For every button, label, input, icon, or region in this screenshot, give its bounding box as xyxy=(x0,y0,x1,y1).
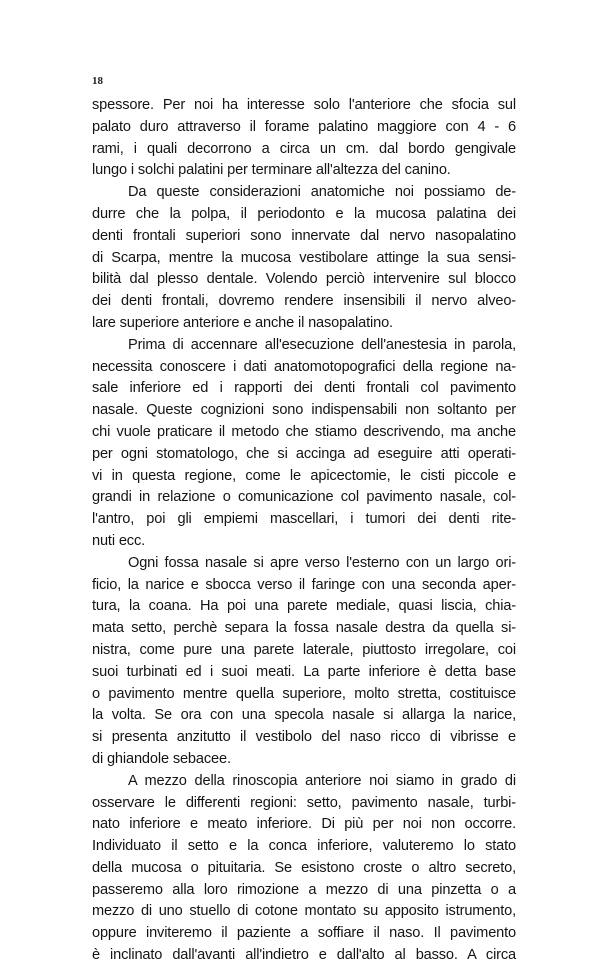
text-line: ficio, la narice e sbocca verso il faringe con una seconda aper- xyxy=(92,576,516,593)
text-line: suoi turbinati ed i suoi meati. La parte inferiore è detta base xyxy=(92,663,516,680)
text-line: mezzo di uno stuello di cotone montato su apposito istrumento, xyxy=(92,903,516,920)
text-line: di Scarpa, mentre la mucosa vestibolare attinge la sua sensi- xyxy=(92,249,516,266)
text-line: la volta. Se ora con una specola nasale si allarga la narice, xyxy=(92,707,516,724)
text-line: Da queste considerazioni anatomiche noi possiamo de- xyxy=(128,184,516,201)
text-line: oppure inviteremo il paziente a soffiare il naso. Il pavimento xyxy=(92,925,516,942)
text-line: durre che la polpa, il periodonto e la mucosa palatina dei xyxy=(92,205,516,222)
text-line: nato inferiore e meato inferiore. Di più per noi non occorre. xyxy=(92,816,516,833)
text-line: denti frontali superiori sono innervate dal nervo nasopalatino xyxy=(92,227,516,244)
text-line: passeremo alla loro rimozione a mezzo di una pinzetta o a xyxy=(92,881,516,898)
text-line: vi in questa regione, come le apicectomie, le cisti piccole e xyxy=(92,467,516,484)
text-line: di ghiandole sebacee. xyxy=(92,750,231,767)
text-line: della mucosa o pituitaria. Se esistono croste o altro secreto, xyxy=(92,859,516,876)
text-line: l'antro, poi gli empiemi mascellari, i tumori dei denti rite- xyxy=(92,511,516,528)
text-line: chi vuole praticare il metodo che stiamo descrivendo, ma anche xyxy=(92,423,516,440)
text-line: è inclinato dall'avanti all'indietro e dall'alto al basso. A circa xyxy=(92,947,516,964)
text-line: grandi in relazione o comunicazione col pavimento nasale, col- xyxy=(92,489,516,506)
text-line: Ogni fossa nasale si apre verso l'esterno con un largo ori- xyxy=(128,554,516,571)
body-text xyxy=(92,95,516,967)
text-line: Prima di accennare all'esecuzione dell'anestesia in parola, xyxy=(128,336,516,353)
text-line: Individuato il setto e la conca inferiore, valuteremo lo stato xyxy=(92,838,516,855)
text-line: bilità dal plesso dentale. Volendo perciò intervenire sul blocco xyxy=(92,271,516,288)
text-line: lungo i solchi palatini per terminare all'altezza del canino. xyxy=(92,162,451,179)
text-line: dei denti frontali, dovremo rendere insensibili il nervo alveo- xyxy=(92,293,516,310)
text-line: A mezzo della rinoscopia anteriore noi siamo in grado di xyxy=(128,772,516,789)
text-line: si presenta anzitutto il vestibolo del naso ricco di vibrisse e xyxy=(92,729,516,746)
text-line: rami, i quali decorrono a circa un cm. dal bordo gengivale xyxy=(92,140,516,157)
text-line: nuti ecc. xyxy=(92,532,145,549)
text-line: nistra, come pure una parete laterale, piuttosto irregolare, coi xyxy=(92,641,516,658)
text-line: osservare le differenti regioni: setto, pavimento nasale, turbi- xyxy=(92,794,516,811)
page-number: 18 xyxy=(92,75,103,87)
text-line: spessore. Per noi ha interesse solo l'anteriore che sfocia sul xyxy=(92,97,516,113)
text-line: o pavimento mentre quella superiore, molto stretta, costituisce xyxy=(92,685,516,702)
text-line: mata setto, perchè separa la fossa nasale destra da quella si- xyxy=(92,620,516,637)
text-line: nasale. Queste cognizioni sono indispensabili non soltanto per xyxy=(92,402,516,419)
text-line: sale inferiore ed i rapporti dei denti frontali col pavimento xyxy=(92,380,516,397)
text-line: per ogni stomatologo, che si accinga ad eseguire atti operati- xyxy=(92,445,516,462)
text-line: tura, la coana. Ha poi una parete mediale, quasi liscia, chia- xyxy=(92,598,516,615)
text-line: necessita conoscere i dati anatomotopografici della regione na- xyxy=(92,358,516,375)
text-line: palato duro attraverso il forame palatino maggiore con 4 - 6 xyxy=(92,118,516,135)
text-line: lare superiore anteriore e anche il nasopalatino. xyxy=(92,314,393,331)
